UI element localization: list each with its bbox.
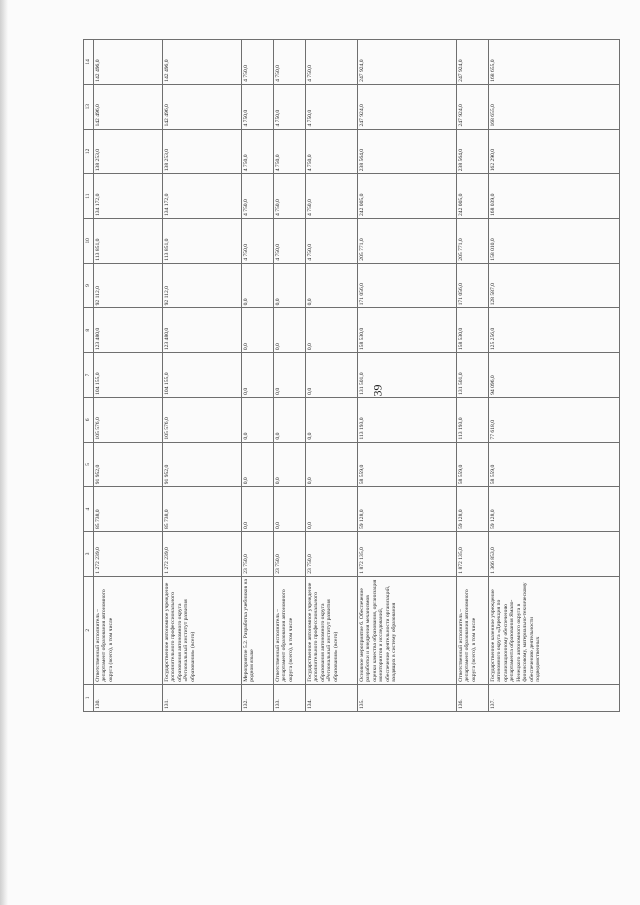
value-cell: 138 253,0	[163, 129, 242, 174]
value-cell: 162 290,0	[489, 129, 620, 174]
column-header: 1	[84, 684, 94, 711]
row-number-cell: 137.	[489, 684, 620, 711]
row-name-cell: Государственное автономное учреждение дополнительного профессионального образования автономного округа «Региональный институт развития образования» (всего)	[163, 576, 242, 684]
value-cell: 125 256,0	[489, 308, 620, 353]
value-cell: 4 750,0	[306, 40, 358, 85]
row-name-cell: Государственное казенное учреждение автономного округа «Дирекция по организационному обеспечению департамента образования Ямало-Ненецкого автономного округа в финансовому, материально-техническому обеспечению деятельности подведомственных	[489, 576, 620, 684]
table-header-row	[84, 40, 94, 712]
row-name-cell: Ответственный исполнитель – департамент образования автономного округа (всего), в том числе	[94, 576, 163, 684]
value-cell: 4 750,0	[306, 174, 358, 219]
column-header: 9	[84, 263, 94, 308]
row-name-cell: Мероприятие 5.2. Разработка учебников на родном языке	[242, 576, 274, 684]
column-header: 13	[84, 84, 94, 129]
value-cell: 247 924,0	[457, 40, 489, 85]
table-row	[94, 40, 163, 712]
table-row	[306, 40, 358, 712]
value-cell: 1 872 135,0	[457, 532, 489, 577]
value-cell: 247 924,0	[358, 84, 457, 129]
value-cell: 238 564,0	[457, 129, 489, 174]
value-cell: 123 480,0	[163, 308, 242, 353]
value-cell: 4 750,0	[306, 84, 358, 129]
value-cell: 138 253,0	[94, 129, 163, 174]
column-header: 6	[84, 397, 94, 442]
value-cell: 123 480,0	[94, 308, 163, 353]
table-row	[457, 40, 489, 712]
value-cell: 58 559,0	[489, 442, 620, 487]
value-cell: 4 750,0	[242, 84, 274, 129]
value-cell: 4 750,0	[242, 40, 274, 85]
value-cell: 94 096,0	[489, 353, 620, 398]
financing-table-wrapper	[83, 39, 620, 712]
value-cell: 158 530,0	[358, 308, 457, 353]
value-cell: 171 056,0	[358, 263, 457, 308]
value-cell: 168 039,0	[489, 174, 620, 219]
value-cell: 85 738,0	[163, 487, 242, 532]
row-name-cell: Ответственный исполнитель – департамент образования автономного округа (всего), в том числе	[457, 576, 489, 684]
row-number-cell: 133.	[274, 684, 306, 711]
value-cell: 0,0	[242, 353, 274, 398]
value-cell: 4 750,0	[242, 218, 274, 263]
column-header: 11	[84, 174, 94, 219]
value-cell: 131 501,0	[457, 353, 489, 398]
value-cell: 59 128,0	[489, 487, 620, 532]
value-cell: 4 750,0	[274, 40, 306, 85]
value-cell: 0,0	[306, 487, 358, 532]
value-cell: 113 851,0	[163, 218, 242, 263]
column-header: 7	[84, 353, 94, 398]
value-cell: 142 496,0	[163, 40, 242, 85]
value-cell: 158 010,0	[489, 218, 620, 263]
value-cell: 113 193,0	[457, 397, 489, 442]
value-cell: 4 750,0	[274, 129, 306, 174]
value-cell: 92 112,0	[94, 263, 163, 308]
value-cell: 113 193,0	[358, 397, 457, 442]
value-cell: 4 750,0	[274, 174, 306, 219]
table-row	[274, 40, 306, 712]
financing-table	[83, 39, 620, 712]
value-cell: 242 005,0	[358, 174, 457, 219]
value-cell: 134 172,0	[94, 174, 163, 219]
value-cell: 0,0	[242, 442, 274, 487]
value-cell: 0,0	[274, 442, 306, 487]
value-cell: 4 750,0	[274, 218, 306, 263]
value-cell: 105 576,0	[94, 397, 163, 442]
value-cell: 238 564,0	[358, 129, 457, 174]
value-cell: 92 112,0	[163, 263, 242, 308]
value-cell: 0,0	[306, 263, 358, 308]
value-cell: 58 559,0	[457, 442, 489, 487]
table-row	[489, 40, 620, 712]
table-row	[242, 40, 274, 712]
value-cell: 77 618,0	[489, 397, 620, 442]
column-header: 10	[84, 218, 94, 263]
value-cell: 171 056,0	[457, 263, 489, 308]
value-cell: 59 128,0	[358, 487, 457, 532]
value-cell: 91 952,0	[163, 442, 242, 487]
value-cell: 0,0	[306, 397, 358, 442]
column-header: 3	[84, 532, 94, 577]
value-cell: 104 155,0	[163, 353, 242, 398]
value-cell: 134 172,0	[163, 174, 242, 219]
value-cell: 59 128,0	[457, 487, 489, 532]
value-cell: 4 750,0	[242, 129, 274, 174]
value-cell: 105 576,0	[163, 397, 242, 442]
row-number-cell: 134.	[306, 684, 358, 711]
value-cell: 0,0	[242, 308, 274, 353]
value-cell: 4 750,0	[306, 218, 358, 263]
row-number-cell: 135.	[358, 684, 457, 711]
value-cell: 4 750,0	[274, 84, 306, 129]
value-cell: 205 771,0	[457, 218, 489, 263]
table-body	[94, 40, 620, 712]
value-cell: 0,0	[274, 308, 306, 353]
row-number-cell: 132.	[242, 684, 274, 711]
value-cell: 0,0	[274, 487, 306, 532]
column-header: 2	[84, 576, 94, 684]
value-cell: 0,0	[306, 442, 358, 487]
value-cell: 1 872 135,0	[358, 532, 457, 577]
value-cell: 158 530,0	[457, 308, 489, 353]
value-cell: 247 924,0	[358, 40, 457, 85]
value-cell: 1 272 239,0	[94, 532, 163, 577]
row-number-cell: 131.	[163, 684, 242, 711]
row-number-cell: 130.	[94, 684, 163, 711]
column-header: 12	[84, 129, 94, 174]
value-cell: 91 952,0	[94, 442, 163, 487]
value-cell: 85 738,0	[94, 487, 163, 532]
value-cell: 0,0	[242, 263, 274, 308]
value-cell: 23 750,0	[274, 532, 306, 577]
value-cell: 0,0	[274, 397, 306, 442]
value-cell: 205 771,0	[358, 218, 457, 263]
value-cell: 104 155,0	[94, 353, 163, 398]
scan-edge-shadow	[0, 0, 8, 905]
value-cell: 1 366 853,0	[489, 532, 620, 577]
column-header: 4	[84, 487, 94, 532]
value-cell: 0,0	[242, 487, 274, 532]
value-cell: 0,0	[306, 353, 358, 398]
value-cell: 23 750,0	[242, 532, 274, 577]
column-header: 5	[84, 442, 94, 487]
value-cell: 168 655,0	[489, 84, 620, 129]
column-header: 8	[84, 308, 94, 353]
column-header: 14	[84, 40, 94, 85]
value-cell: 142 496,0	[94, 40, 163, 85]
value-cell: 113 851,0	[94, 218, 163, 263]
page-number: 39	[370, 384, 385, 397]
value-cell: 247 924,0	[457, 84, 489, 129]
table-row	[358, 40, 457, 712]
value-cell: 0,0	[274, 263, 306, 308]
value-cell: 4 750,0	[306, 129, 358, 174]
row-name-cell: Ответственный исполнитель – департамент образования автономного округа (всего), в том числе	[274, 576, 306, 684]
value-cell: 23 750,0	[306, 532, 358, 577]
value-cell: 168 655,0	[489, 40, 620, 85]
value-cell: 142 496,0	[163, 84, 242, 129]
row-name-cell: Государственное автономное учреждение дополнительного профессионального образования автономного округа «Региональный институт развития образования» (всего)	[306, 576, 358, 684]
value-cell: 58 559,0	[358, 442, 457, 487]
value-cell: 4 750,0	[242, 174, 274, 219]
value-cell: 0,0	[306, 308, 358, 353]
table-row	[163, 40, 242, 712]
value-cell: 131 501,0	[358, 353, 457, 398]
row-name-cell: Основное мероприятие 6. Обеспечение разработки и внедрения механизмов оценки качества образования, организация мониторингов и исследований, обеспечение деятельности организаций, входящих в систему образования	[358, 576, 457, 684]
value-cell: 242 005,0	[457, 174, 489, 219]
value-cell: 128 587,0	[489, 263, 620, 308]
value-cell: 0,0	[274, 353, 306, 398]
value-cell: 0,0	[242, 397, 274, 442]
value-cell: 1 272 239,0	[163, 532, 242, 577]
value-cell: 142 496,0	[94, 84, 163, 129]
row-number-cell: 136.	[457, 684, 489, 711]
